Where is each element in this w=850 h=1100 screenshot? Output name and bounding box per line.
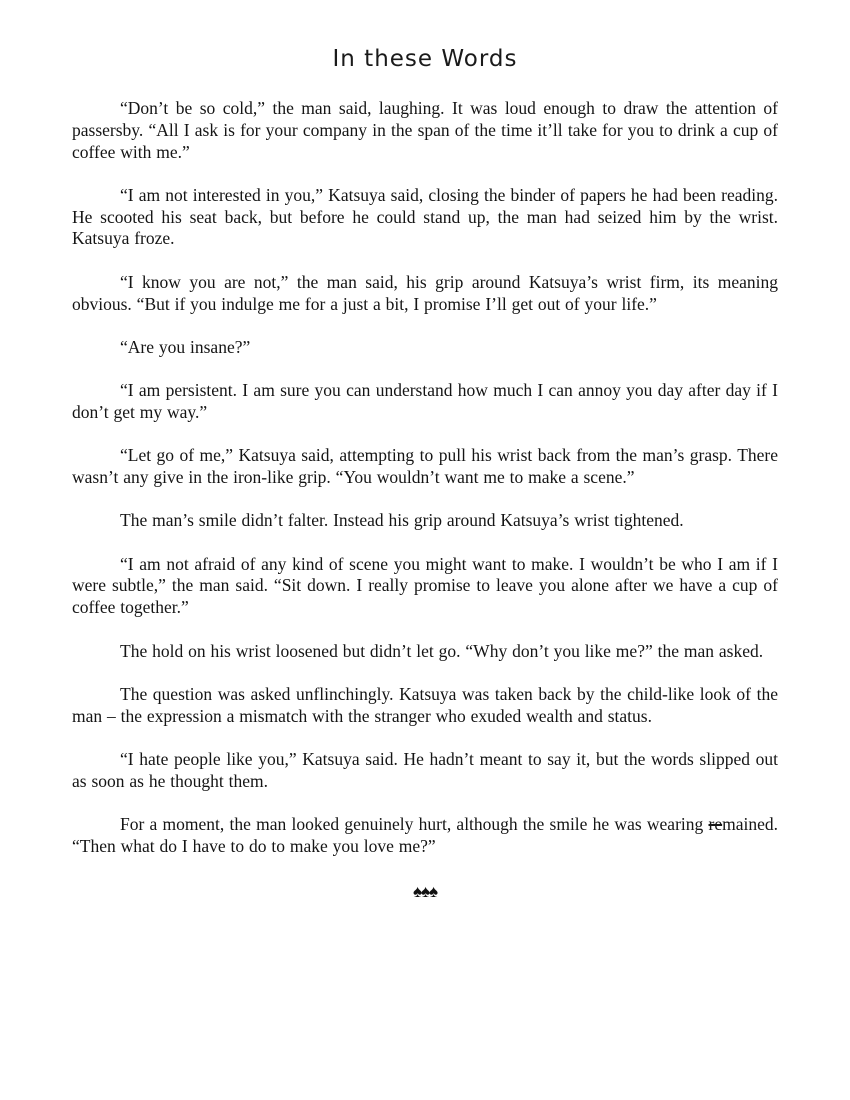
story-paragraph-8: “I am not afraid of any kind of scene you might want to make. I wouldn’t be who I am if I were subtle,” the man said. “Sit down. I really promise to leave you alone after we have a cup of coffee together.” — [72, 553, 778, 618]
paragraph-text-after: mained. “Then what do I have to do to make you love me?” — [72, 814, 778, 856]
story-paragraph-9: The hold on his wrist loosened but didn’t let go. “Why don’t you like me?” the man asked. — [120, 640, 764, 661]
story-paragraph-3: “I know you are not,” the man said, his grip around Katsuya’s wrist firm, its meaning obvious. “But if you indulge me for a just a bit, I promise I’ll get out of your life.” — [72, 271, 778, 314]
story-paragraph-4: “Are you insane?” — [120, 336, 251, 357]
story-paragraph-7: The man’s smile didn’t falter. Instead his grip around Katsuya’s wrist tightened. — [120, 510, 684, 531]
paragraph-text-before: For a moment, the man looked genuinely hurt, although the smile he was wearing — [120, 814, 709, 835]
story-paragraph-10: The question was asked unflinchingly. Katsuya was taken back by the child-like look of the man – the expression a mismatch with the stranger who exuded wealth and status. — [72, 683, 778, 726]
story-title: In these Words — [332, 46, 518, 72]
story-paragraph-6: “Let go of me,” Katsuya said, attempting to pull his wrist back from the man’s grasp. There wasn’t any give in the iron-like grip. “You wouldn’t want me to make a scene.” — [72, 445, 778, 488]
story-paragraph-5: “I am persistent. I am sure you can understand how much I can annoy you day after day if I don’t get my way.” — [72, 380, 778, 422]
strikethrough-text: re — [708, 814, 723, 835]
document-page — [72, 0, 778, 902]
story-paragraph-1: “Don’t be so cold,” the man said, laughing. It was loud enough to draw the attention of passersby. “All I ask is for your company in the span of the time it’ll take for you to drink a cup of coffee with me.” — [72, 98, 778, 162]
story-paragraph-11: “I hate people like you,” Katsuya said. He hadn’t meant to say it, but the words slipped out as soon as he thought them. — [72, 748, 778, 791]
story-paragraph-2: “I am not interested in you,” Katsuya said, closing the binder of papers he had been reading. He scooted his seat back, but before he could stand up, the man had seized him by the wrist. Katsuya froze. — [72, 184, 778, 249]
scene-divider-spades-icon: ♠♠♠ — [412, 881, 438, 901]
story-paragraph-12 — [72, 814, 778, 858]
